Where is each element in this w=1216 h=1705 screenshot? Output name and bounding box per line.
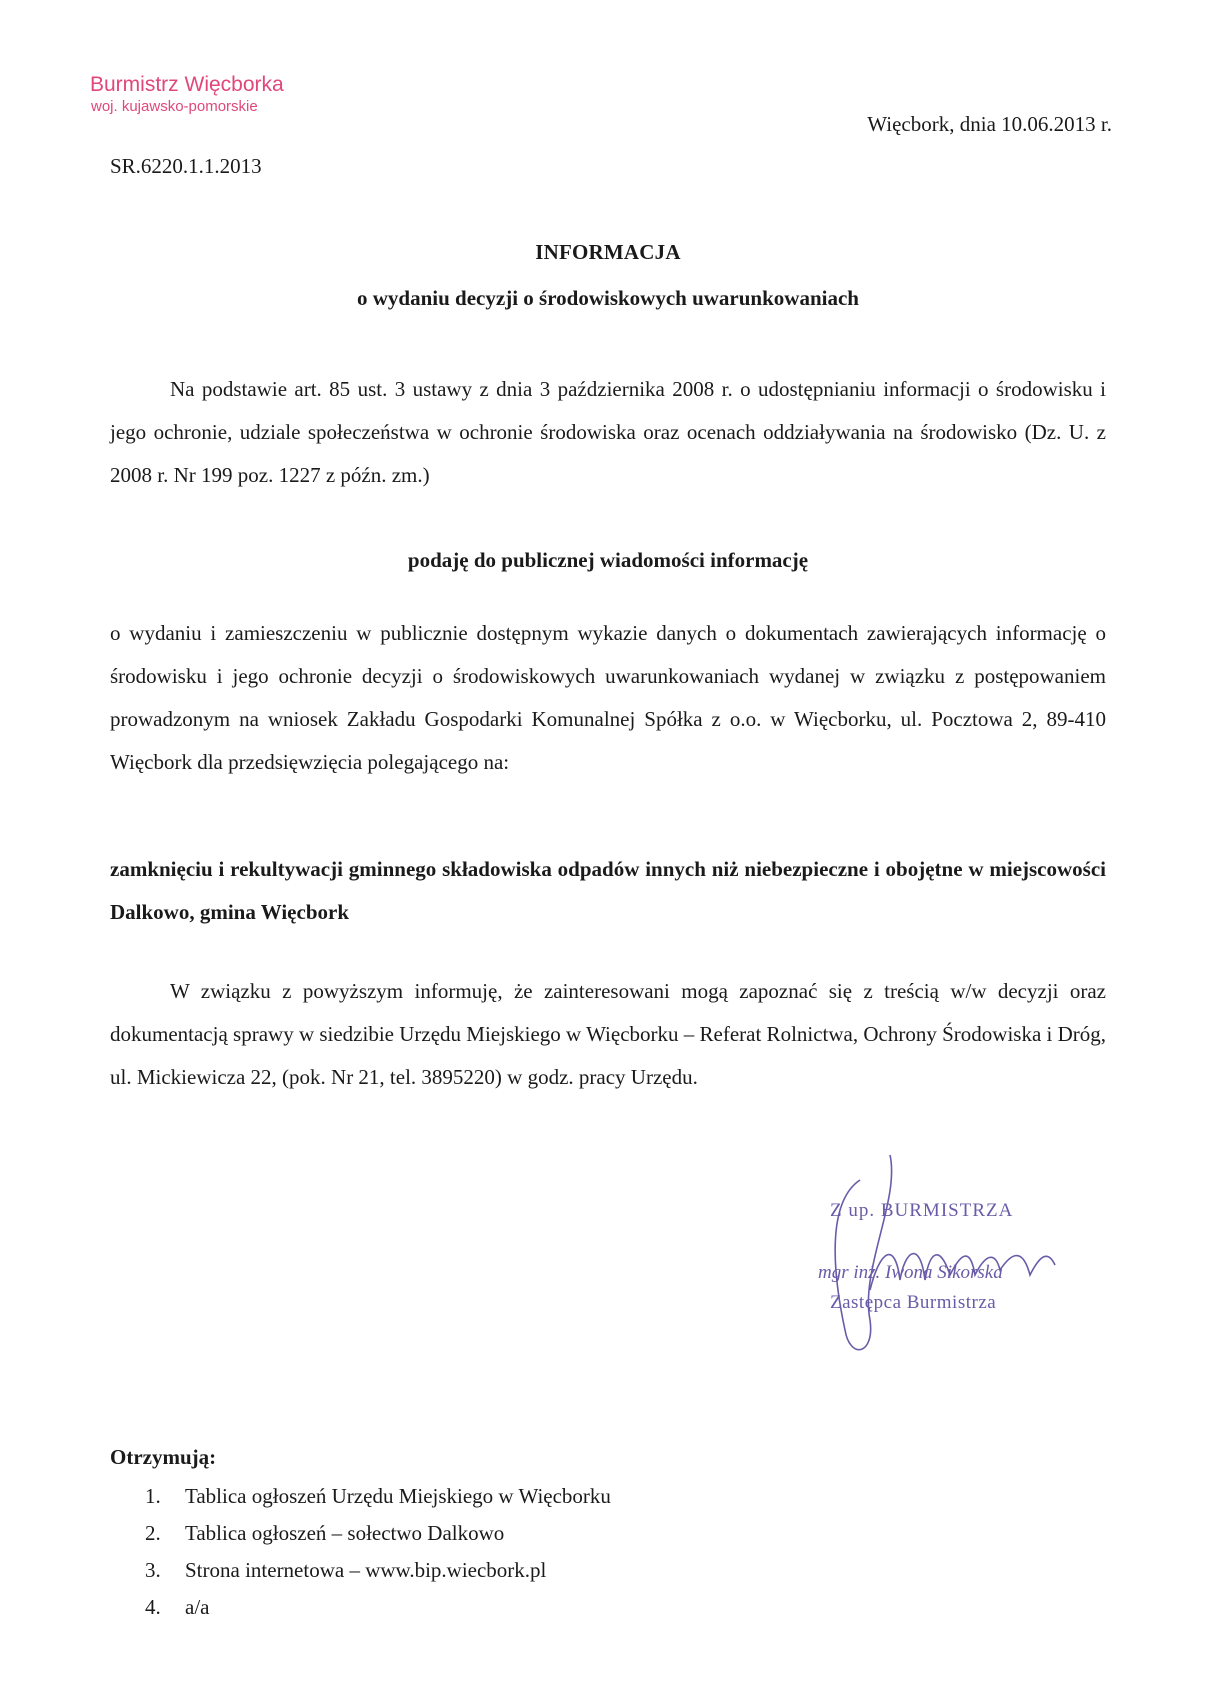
- announcement-heading: podaję do publicznej wiadomości informację: [407, 548, 809, 572]
- stamp-title: Burmistrz Więcborka: [90, 73, 284, 96]
- handwritten-signature: [800, 1140, 1070, 1370]
- list-item-text: Tablica ogłoszeń Urzędu Miejskiego w Więcborku: [185, 1484, 611, 1508]
- document-date: Więcbork, dnia 10.06.2013 r.: [867, 112, 1112, 136]
- office-stamp: [90, 74, 284, 115]
- stamp-region: woj. kujawsko-pomorskie: [91, 98, 258, 116]
- access-info-paragraph: W związku z powyższym informuję, że zainteresowani mogą zapoznać się z treścią w/w decyzji oraz dokumentacją sprawy w siedzibie Urzędu Miejskiego w Więcborku – Referat Rolnictwa, Ochrony Środowiska i Dróg, ul. Mickiewicza 22, (pok. Nr 21, tel. 3895220) w godz. pracy Urzędu.: [110, 979, 1107, 1089]
- list-item-text: Tablica ogłoszeń – sołectwo Dalkowo: [185, 1521, 505, 1545]
- recipients-heading: Otrzymują:: [110, 1445, 217, 1469]
- list-item-text: a/a: [185, 1595, 210, 1619]
- list-item-number: 2.: [145, 1521, 161, 1545]
- list-item-number: 1.: [145, 1484, 161, 1508]
- list-item-number: 4.: [145, 1595, 161, 1619]
- decision-details-paragraph: o wydaniu i zamieszczeniu w publicznie dostępnym wykazie danych o dokumentach zawierających informację o środowisku i jego ochronie decyzji o środowiskowych uwarunkowaniach wydanej w związku z postępowaniem prowadzonym na wniosek Zakładu Gospodarki Komunalnej Spółka z o.o. w Więcborku, ul. Pocztowa 2, 89-410 Więcbork dla przedsięwzięcia polegającego na:: [110, 621, 1106, 774]
- signature-name: mgr inż. Iwona Sikorska: [818, 1262, 1003, 1283]
- list-item: [145, 1552, 611, 1589]
- list-item-text: Strona internetowa – www.bip.wiecbork.pl: [185, 1558, 547, 1582]
- reference-number: SR.6220.1.1.2013: [110, 154, 262, 178]
- document-subtitle: o wydaniu decyzji o środowiskowych uwarunkowaniach: [357, 286, 859, 310]
- signature-block: [800, 1140, 1070, 1370]
- list-item: [145, 1515, 611, 1552]
- document-title: INFORMACJA: [535, 240, 681, 264]
- project-description: zamknięciu i rekultywacji gminnego składowiska odpadów innych niż niebezpieczne i obojętne w miejscowości Dalkowo, gmina Więcbork: [110, 857, 1106, 924]
- list-item: [145, 1478, 611, 1515]
- list-item: [145, 1589, 611, 1626]
- signature-role: Zastępca Burmistrza: [830, 1292, 997, 1313]
- legal-basis-paragraph: Na podstawie art. 85 ust. 3 ustawy z dnia 3 października 2008 r. o udostępnianiu informacji o środowisku i jego ochronie, udziale społeczeństwa w ochronie środowiska oraz ocenach oddziaływania na środowisko (Dz. U. z 2008 r. Nr 199 poz. 1227 z późn. zm.): [110, 377, 1106, 487]
- list-item-number: 3.: [145, 1558, 161, 1582]
- recipients-list: [145, 1478, 611, 1626]
- signature-authority: Z up. BURMISTRZA: [830, 1200, 1014, 1221]
